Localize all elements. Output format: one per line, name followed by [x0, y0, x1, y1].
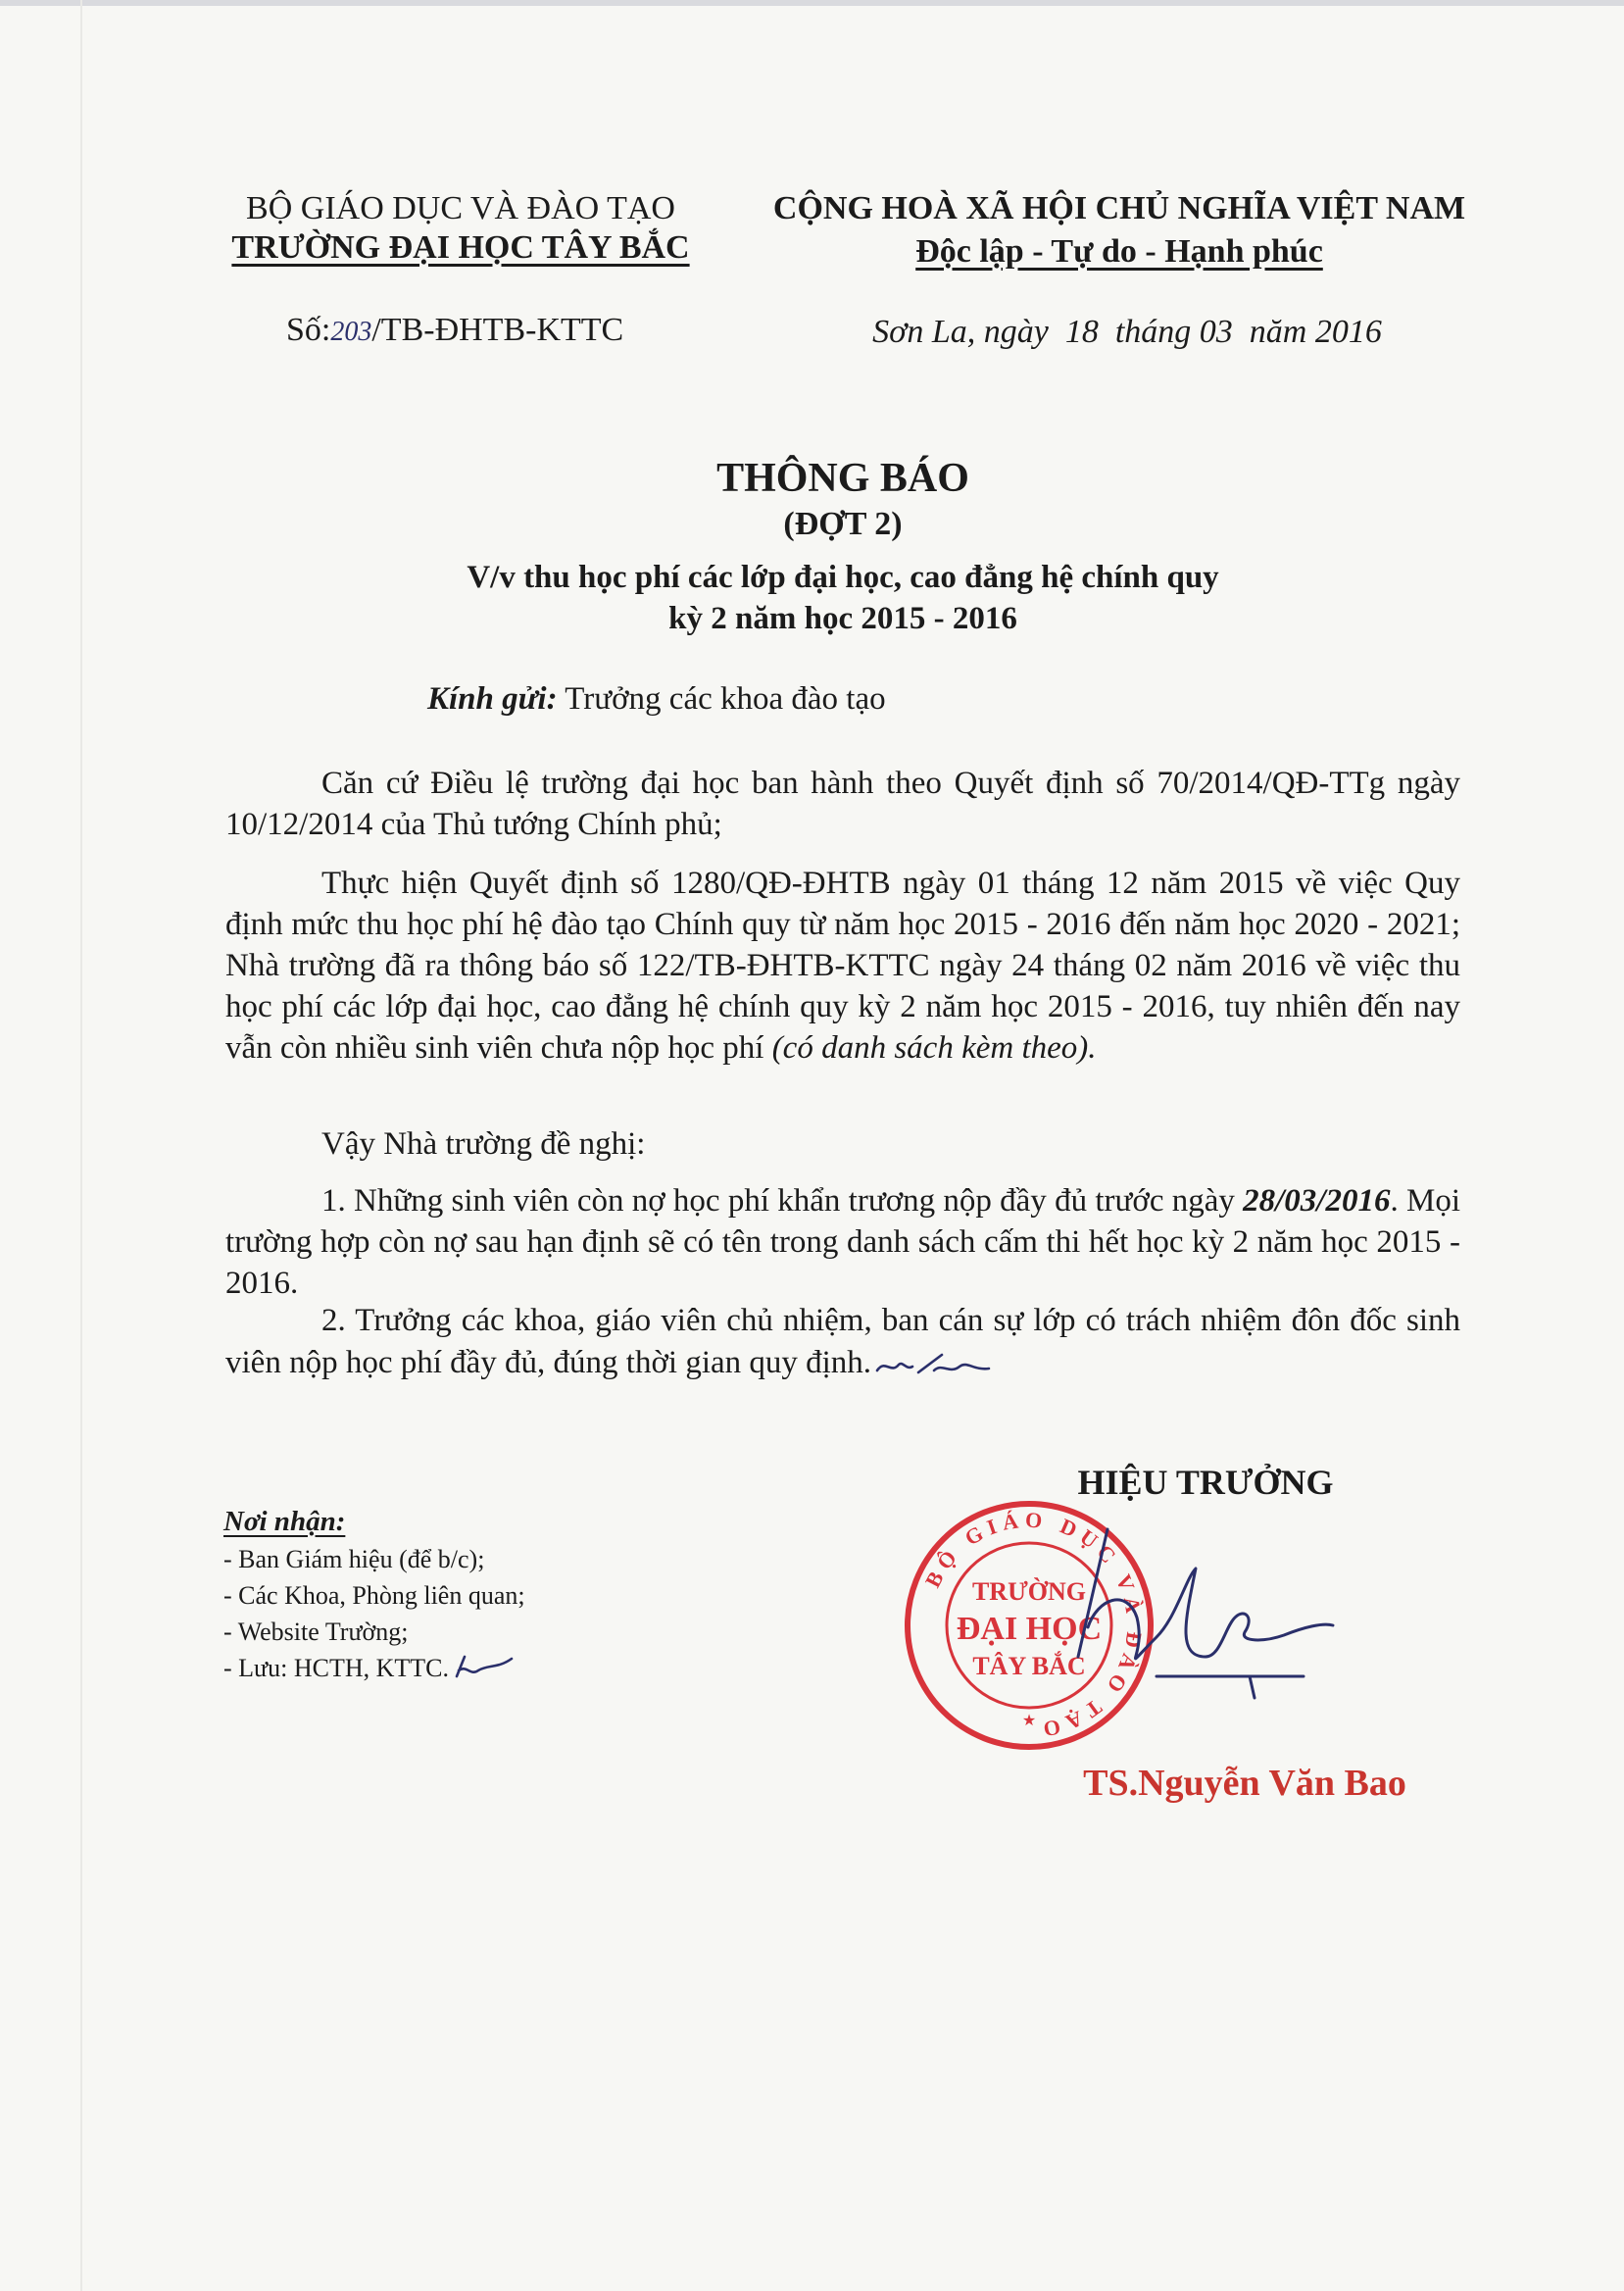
recipient-value: Trưởng các khoa đào tạo — [565, 681, 886, 717]
seal-line-1: TRƯỜNG — [971, 1577, 1087, 1606]
university-name — [196, 227, 725, 269]
notice-subject-line1: V/v thu học phí các lớp đại học, cao đẳng hệ chính quy — [467, 560, 1219, 595]
ministry-name: BỘ GIÁO DỤC VÀ ĐÀO TẠO — [246, 190, 675, 226]
signer-name: TS.Nguyễn Văn Bao — [1083, 1763, 1406, 1804]
recipients-block — [223, 1502, 525, 1686]
recipients-title: Nơi nhận: — [223, 1506, 346, 1537]
notice-title: THÔNG BÁO — [716, 456, 969, 501]
notice-subject-line2: kỳ 2 năm học 2015 - 2016 — [668, 601, 1017, 636]
recipient-item: - Website Trường; — [223, 1618, 409, 1646]
seal-line-2: ĐẠI HỌC — [956, 1611, 1103, 1647]
scan-shadow — [80, 0, 82, 2291]
item2-text: 2. Trưởng các khoa, giáo viên chủ nhiệm, ban cán sự lớp có trách nhiệm đôn đốc sinh viên nộp học phí đầy đủ, đúng thời gian quy định. — [225, 1303, 1460, 1380]
paragraph-implementation-note: (có danh sách kèm theo). — [771, 1030, 1097, 1066]
doc-number-prefix: Số: — [286, 312, 331, 348]
doc-number-suffix: /TB-ĐHTB-KTTC — [371, 312, 624, 348]
request-item-2 — [225, 1300, 1460, 1384]
motto-text: Độc lập - Tự do - Hạnh phúc — [915, 233, 1323, 270]
paragraph-implementation — [225, 863, 1460, 1069]
recipient-item — [223, 1650, 525, 1686]
handwritten-signature — [1039, 1510, 1372, 1706]
signer-position: HIỆU TRƯỞNG — [1077, 1463, 1334, 1502]
scan-edge — [0, 0, 1624, 6]
document-number — [286, 310, 698, 353]
recipient-line — [427, 678, 886, 720]
national-title: CỘNG HOÀ XÃ HỘI CHỦ NGHĨA VIỆT NAM — [772, 190, 1466, 226]
recipient-item: - Các Khoa, Phòng liên quan; — [223, 1581, 525, 1610]
svg-text:★: ★ — [1021, 1711, 1037, 1729]
item1-pre: 1. Những sinh viên còn nợ học phí khẩn trương nộp đầy đủ trước ngày — [321, 1183, 1235, 1219]
recipient-item: - Ban Giám hiệu (để b/c); — [223, 1545, 485, 1573]
paragraph-request: Vậy Nhà trường đề nghị: — [321, 1126, 646, 1162]
seal-ring-text: BỘ GIÁO DỤC VÀ ĐÀO TẠO — [919, 1507, 1148, 1744]
seal-line-3: TÂY BẮC — [972, 1652, 1086, 1680]
notice-round: (ĐỢT 2) — [783, 506, 903, 542]
archive-initials-mark — [449, 1651, 517, 1684]
item1-deadline: 28/03/2016 — [1243, 1183, 1391, 1219]
paragraph-legal-basis: Căn cứ Điều lệ trường đại học ban hành theo Quyết định số 70/2014/QĐ-TTg ngày 10/12/2014 của Thủ tướng Chính phủ; — [225, 766, 1460, 842]
place-date: Sơn La, ngày 18 tháng 03 năm 2016 — [872, 314, 1382, 350]
recipient-item-text: - Lưu: HCTH, KTTC. — [223, 1654, 450, 1682]
national-motto — [737, 231, 1501, 273]
university-name-text: TRƯỜNG ĐẠI HỌC TÂY BẮC — [231, 229, 690, 266]
request-item-1 — [225, 1180, 1460, 1304]
recipient-label: Kính gửi: — [427, 681, 558, 717]
paragraph-implementation-text: Thực hiện Quyết định số 1280/QĐ-ĐHTB ngày 01 tháng 12 năm 2015 về việc Quy định mức thu học phí hệ đào tạo Chính quy từ năm học 2015 - 2016 đến năm học 2020 - 2021; Nhà trường đã ra thông báo số 122/TB-ĐHTB-KTTC ngày 24 tháng 02 năm 2016 về việc thu học phí các lớp đại học, cao đẳng hệ chính quy kỳ 2 năm học 2015 - 2016, tuy nhiên đến nay vẫn còn nhiều sinh viên chưa nộp học phí — [225, 866, 1460, 1066]
initials-mark — [871, 1341, 999, 1384]
item1-post: . Mọi trường hợp còn nợ sau hạn định sẽ có tên trong danh sách cấm thi hết học kỳ 2 năm học 2015 - 2016. — [225, 1183, 1461, 1301]
doc-number-handwritten: 203 — [330, 317, 372, 347]
